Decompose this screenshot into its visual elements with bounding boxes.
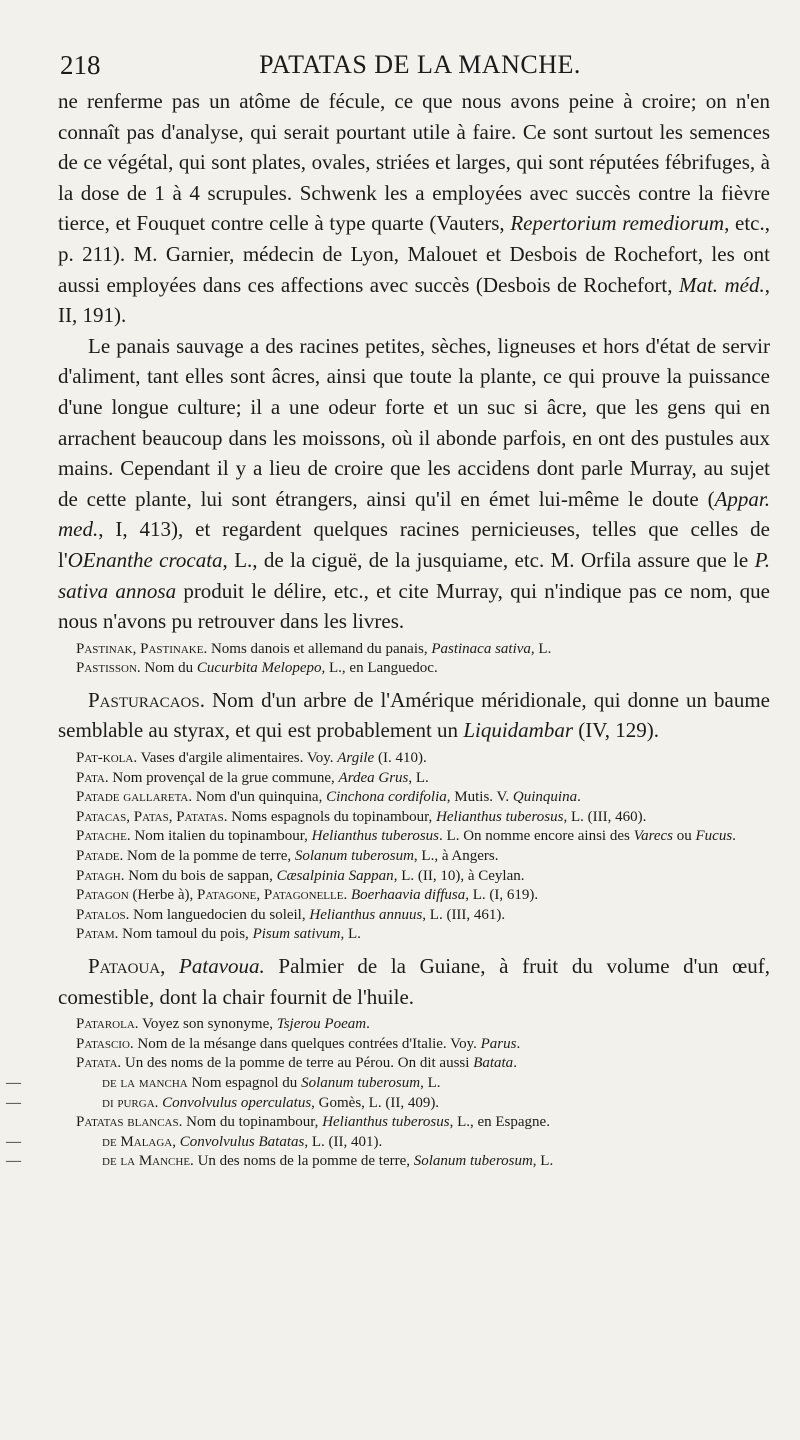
italic-title: Appar. med. [58, 486, 770, 542]
entry-text: Nom de la pomme de terre, [123, 848, 295, 865]
entry-species: Fucus [695, 828, 733, 845]
entry-text: , L., en Espagne. [449, 1114, 550, 1131]
entry-species: Helianthus tuberosus [322, 1114, 450, 1131]
dictionary-entry [58, 827, 770, 847]
ditto-dash: — [6, 1074, 21, 1091]
entry-text: . [366, 1016, 370, 1033]
entry-species: Cucurbita Melopepo [196, 660, 322, 677]
entry-text: , L., en Languedoc. [321, 660, 438, 677]
page-header [60, 50, 780, 84]
entry-term: Patalos. [76, 906, 130, 923]
dictionary-subentry [6, 1094, 770, 1114]
entry-species: Pisum sativum [252, 926, 341, 943]
entry-term: Pat-kola. [76, 750, 138, 767]
entry-term: Patata. [76, 1055, 122, 1072]
entry-text: Nom de la mésange dans quelques contrées d'Italie. Voy. [133, 1035, 481, 1052]
entry-species: Helianthus annuus [309, 906, 423, 923]
entry-text: , Mutis. V. [446, 789, 513, 806]
entry-text: Nom du topinambour, [182, 1114, 323, 1131]
page-body [6, 86, 771, 1172]
text-run: , L., de la ciguë, de la jusquiame, etc. M. Orfila assure que le [222, 547, 755, 572]
entry-term: di purga. [102, 1094, 159, 1111]
entry-text: , L. [532, 1153, 554, 1170]
entry-species: Varecs [633, 828, 673, 845]
entry-text: . [577, 789, 581, 806]
dictionary-entry [58, 906, 770, 926]
entry-term: Pasturacaos. [88, 687, 205, 712]
entries-pat [58, 749, 770, 945]
entry-species: Cinchona cordifolia [326, 789, 447, 806]
text-run: , [160, 954, 180, 978]
entry-text: Nom espagnol du [187, 1074, 302, 1091]
entry-species: Quinquina [512, 789, 578, 806]
paragraph-panais-sauvage [58, 331, 770, 637]
entry-term: Patascio. [76, 1035, 134, 1052]
text-run: , etc., p. 211). M. Garnier, médecin de Lyon, Malouet et Desbois de Rochefort, les ont aussi employées dans ces affections avec succès (Desbois de Rochefort, [58, 211, 770, 297]
entry-species: Cæsalpinia Sappan [276, 867, 394, 884]
entry-text: Noms espagnols du topinambour, [227, 808, 437, 825]
entry-species: Convolvulus operculatus [162, 1094, 312, 1111]
entry-species: Argile [337, 750, 375, 767]
entries-pastinak [58, 640, 770, 679]
entry-term: Pastinak, Pastinake. [76, 640, 208, 657]
italic-species: OEnanthe crocata [67, 547, 223, 572]
entry-text: , L. [530, 640, 552, 657]
entry-text: , Gomès, L. (II, 409). [311, 1094, 440, 1111]
entry-text: , L. [420, 1074, 441, 1091]
entry-species: Solanum tuberosum [294, 848, 414, 865]
entry-text: Nom d'un quinquina, [192, 789, 327, 806]
entry-term: de la mancha [102, 1074, 188, 1091]
entry-text: . [516, 1035, 521, 1052]
italic-title: Mat. méd. [678, 272, 765, 297]
text-run: Palmier de la Guiane, à fruit du volume d'un œuf, comestible, dont la chair fournit de l'huile. [58, 954, 771, 1009]
ditto-dash: — [6, 1094, 21, 1111]
entry-term: Patache. [76, 828, 131, 845]
entry-term: Pataoua [88, 954, 161, 978]
entry-text: Un des noms de la pomme de terre au Pérou. On dit aussi [121, 1055, 474, 1072]
entry-species: Tsjerou Poeam [276, 1016, 367, 1033]
dictionary-entry [58, 925, 770, 945]
dictionary-entry [58, 659, 770, 679]
text-run: Nom d'un arbre de l'Amérique méridionale, qui donne un baume semblable au styrax, et qui est probablement un [58, 687, 770, 743]
entry-term: de Malaga, [102, 1133, 176, 1150]
italic-title: Repertorium remediorum [510, 211, 725, 236]
entry-text: , L., à Angers. [413, 848, 499, 865]
entry-text: . L. On nomme encore ainsi des [439, 828, 634, 845]
entry-text: Nom provençal de la grue commune, [108, 769, 339, 786]
entry-text: Voyez son synonyme, [138, 1016, 277, 1033]
dictionary-entry [58, 640, 770, 660]
entry-species: Ardea Grus [338, 769, 409, 786]
dictionary-entry [58, 769, 770, 789]
dictionary-entry [58, 886, 770, 906]
dictionary-subentry [6, 1152, 770, 1172]
entry-term: Pastisson. [76, 660, 141, 677]
entry-term: Patagh. [76, 867, 125, 884]
text-run: (IV, 129). [573, 718, 659, 743]
entry-term: Patade. [76, 848, 124, 865]
entry-text: ou [673, 828, 696, 845]
entry-text: Nom du [140, 660, 197, 677]
entry-text: , L. (II, 10), à Ceylan. [393, 867, 525, 884]
text-run: produit le délire, etc., et cite Murray, qui n'indique pas ce nom, que nous n'avons pu retrouver dans les livres. [58, 578, 770, 634]
entry-term: Patarola. [76, 1016, 139, 1033]
entry-text: , L. (III, 460). [563, 808, 647, 825]
entry-text: . [732, 828, 736, 845]
text-run: ne renferme pas un atôme de fécule, ce que nous avons peine à croire; on n'en connaît pas d'analyse, qui serait pourtant utile à faire. Ce sont surtout les semences de ce végétal, qui sont plates, ovales, striées et larges, qui sont réputées fébrifuges, à la dose de 1 à 4 scrupules. Schwenk les a employées avec succès contre la fièvre tierce, et Fouquet contre celle à type quarte (Vauters, [58, 89, 770, 236]
entry-text: Nom languedocien du soleil, [129, 906, 310, 923]
page-number: 218 [60, 50, 101, 80]
entry-species: Convolvulus Batatas [179, 1133, 305, 1150]
entry-term: Patacas, Patas, Patatas. [76, 808, 228, 825]
entry-text: Nom du bois de sappan, [124, 867, 277, 884]
dictionary-entry [58, 808, 770, 828]
entry-text: , L. [408, 769, 429, 786]
entry-species: Pastinaca sativa [431, 640, 531, 657]
dictionary-entry [58, 1054, 770, 1074]
entry-term: Patade gallareta. [76, 789, 193, 806]
entry-text: . [513, 1055, 517, 1072]
entry-species: Solanum tuberosum [413, 1153, 533, 1170]
dictionary-entry [58, 867, 770, 887]
entry-species: Helianthus tuberosus [311, 828, 440, 845]
ditto-dash: — [6, 1153, 21, 1170]
dictionary-entry [58, 1035, 770, 1055]
ditto-dash: — [6, 1133, 21, 1150]
entry-term: Patatas blancas. [76, 1114, 183, 1131]
paragraph-continuation [58, 86, 770, 331]
dictionary-entry [58, 847, 770, 867]
dictionary-entry [58, 788, 770, 808]
italic-genus: Liquidambar [463, 718, 573, 743]
text-run: , II, 191). [58, 272, 770, 328]
dictionary-subentry [6, 1074, 770, 1094]
dictionary-entry [58, 749, 770, 769]
italic-species: P. sativa annosa [58, 547, 770, 603]
entry-species: Parus [480, 1035, 517, 1052]
running-title: PATATAS DE LA MANCHE. [259, 50, 581, 79]
entry-text: Noms danois et allemand du panais, [207, 640, 432, 657]
entry-species: Batata [473, 1055, 514, 1072]
entry-pasturacaos [58, 685, 770, 746]
entry-text: Nom tamoul du pois, [118, 926, 253, 943]
text-run: , I, 413), et regardent quelques racines pernicieuses, telles que celles de l' [58, 517, 770, 572]
entry-term: Pata. [76, 769, 109, 786]
entry-text: , L. [340, 926, 361, 943]
entry-term: Patagon [76, 887, 129, 904]
entry-text: , L. (III, 461). [422, 906, 506, 923]
entry-text: Nom italien du topinambour, [130, 828, 312, 845]
entry-species: Solanum tuberosum [301, 1074, 421, 1091]
italic-genus: Patavoua. [179, 954, 265, 978]
entry-term: de la Manche. [102, 1153, 194, 1170]
dictionary-entry [58, 1015, 770, 1035]
entry-term: Patagone, Patagonelle. [196, 887, 348, 904]
entry-species: Boerhaavia diffusa [350, 887, 466, 904]
entry-term: Patam. [76, 926, 119, 943]
entry-species: Helianthus tuberosus [436, 808, 564, 825]
entries-patarola [6, 1015, 770, 1172]
text-run: Le panais sauvage a des racines petites, sèches, ligneuses et hors d'état de servir d'aliment, tant elles sont âcres, ainsi que toute la plante, ce qui prouve la puissance d'une longue culture; il a une odeur forte et un suc si âcre, que les gens qui en arrachent beaucoup dans les moissons, où il abonde parfois, en ont des pustules aux mains. Cependant il y a lieu de croire que les accidens dont parle Murray, au sujet de cette plante, lui sont étrangers, ainsi qu'il en émet lui-même le doute ( [58, 333, 770, 511]
dictionary-subentry [6, 1133, 770, 1153]
entry-text: , L. (II, 401). [304, 1133, 383, 1150]
entry-text: (Herbe à), [128, 887, 197, 904]
entry-text: (I. 410). [374, 750, 427, 767]
entry-text: Un des noms de la pomme de terre, [193, 1153, 414, 1170]
entry-pataoua [58, 951, 770, 1012]
dictionary-entry [58, 1113, 770, 1133]
entry-text: Vases d'argile alimentaires. Voy. [137, 750, 338, 767]
entry-text: , L. (I, 619). [465, 887, 539, 904]
